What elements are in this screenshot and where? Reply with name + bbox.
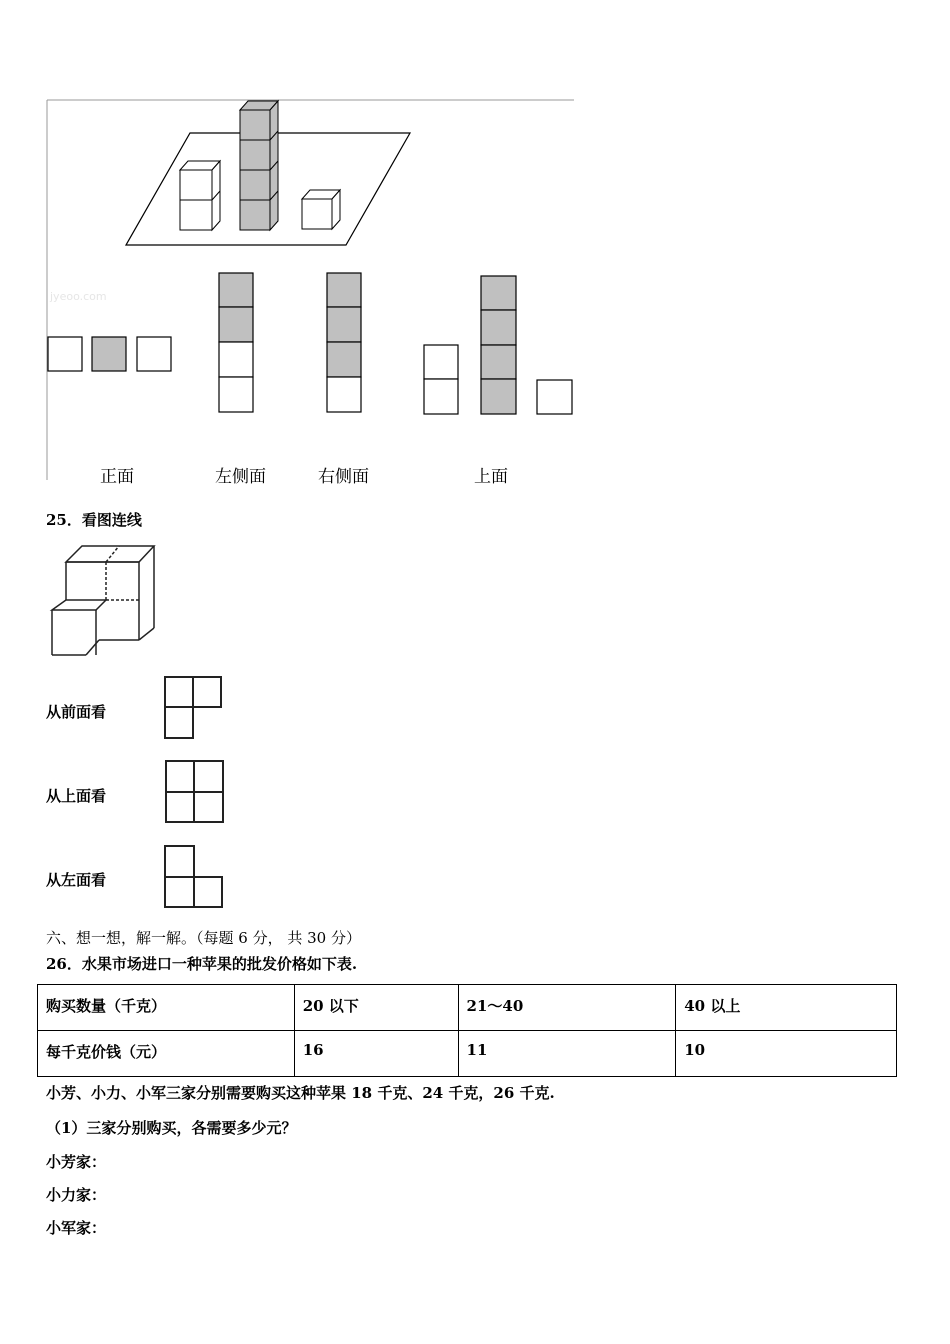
- table-row: [38, 985, 897, 1031]
- middle-cube-stack: [240, 101, 278, 230]
- price-table: [37, 984, 897, 1077]
- table-cell: 40 以上: [676, 985, 897, 1031]
- view-left-side: [219, 273, 253, 412]
- table-cell: 购买数量（千克）: [38, 985, 295, 1031]
- view-right-side: [327, 273, 361, 412]
- blocks-figure: [40, 95, 600, 495]
- table-cell: 16: [294, 1031, 458, 1077]
- q25-option-shape-1: [163, 675, 225, 741]
- answer-xiaoli: 小力家：: [46, 1186, 107, 1204]
- q25-option-shape-3: [163, 844, 225, 910]
- q25-view-label-left: 从左面看: [46, 871, 107, 889]
- right-single-cube: [302, 190, 340, 229]
- q26-intro: 26．水果市场进口一种苹果的批发价格如下表.: [46, 955, 358, 973]
- section6-heading: 六、想一想，解一解。（每题 6 分， 共 30 分）: [46, 929, 361, 947]
- q25-solid-figure: [44, 540, 164, 665]
- caption-front: 正面: [100, 467, 134, 487]
- q26-sub1: （1）三家分别购买，各需要多少元？: [46, 1119, 297, 1137]
- table-cell: 10: [676, 1031, 897, 1077]
- table-cell: 每千克价钱（元）: [38, 1031, 295, 1077]
- answer-xiaojun: 小军家：: [46, 1219, 107, 1237]
- watermark-text: jyeoo.com: [50, 290, 107, 303]
- left-cube-stack: [180, 161, 220, 230]
- table-cell: 11: [458, 1031, 676, 1077]
- answer-xiaofang: 小芳家：: [46, 1153, 107, 1171]
- table-row: [38, 1031, 897, 1077]
- view-front: [48, 337, 171, 371]
- table-cell: 20 以下: [294, 985, 458, 1031]
- q26-statement: 小芳、小力、小军三家分别需要购买这种苹果 18 千克、24 千克，26 千克.: [46, 1084, 555, 1102]
- view-top: [424, 276, 572, 414]
- caption-right-side: 右侧面: [318, 467, 369, 487]
- q25-view-label-front: 从前面看: [46, 703, 107, 721]
- q25-view-label-top: 从上面看: [46, 787, 107, 805]
- caption-left-side: 左侧面: [215, 467, 266, 487]
- table-cell: 21～40: [458, 985, 676, 1031]
- q25-option-shape-2: [163, 758, 227, 826]
- caption-top: 上面: [474, 467, 508, 487]
- q25-title: 25．看图连线: [46, 511, 142, 529]
